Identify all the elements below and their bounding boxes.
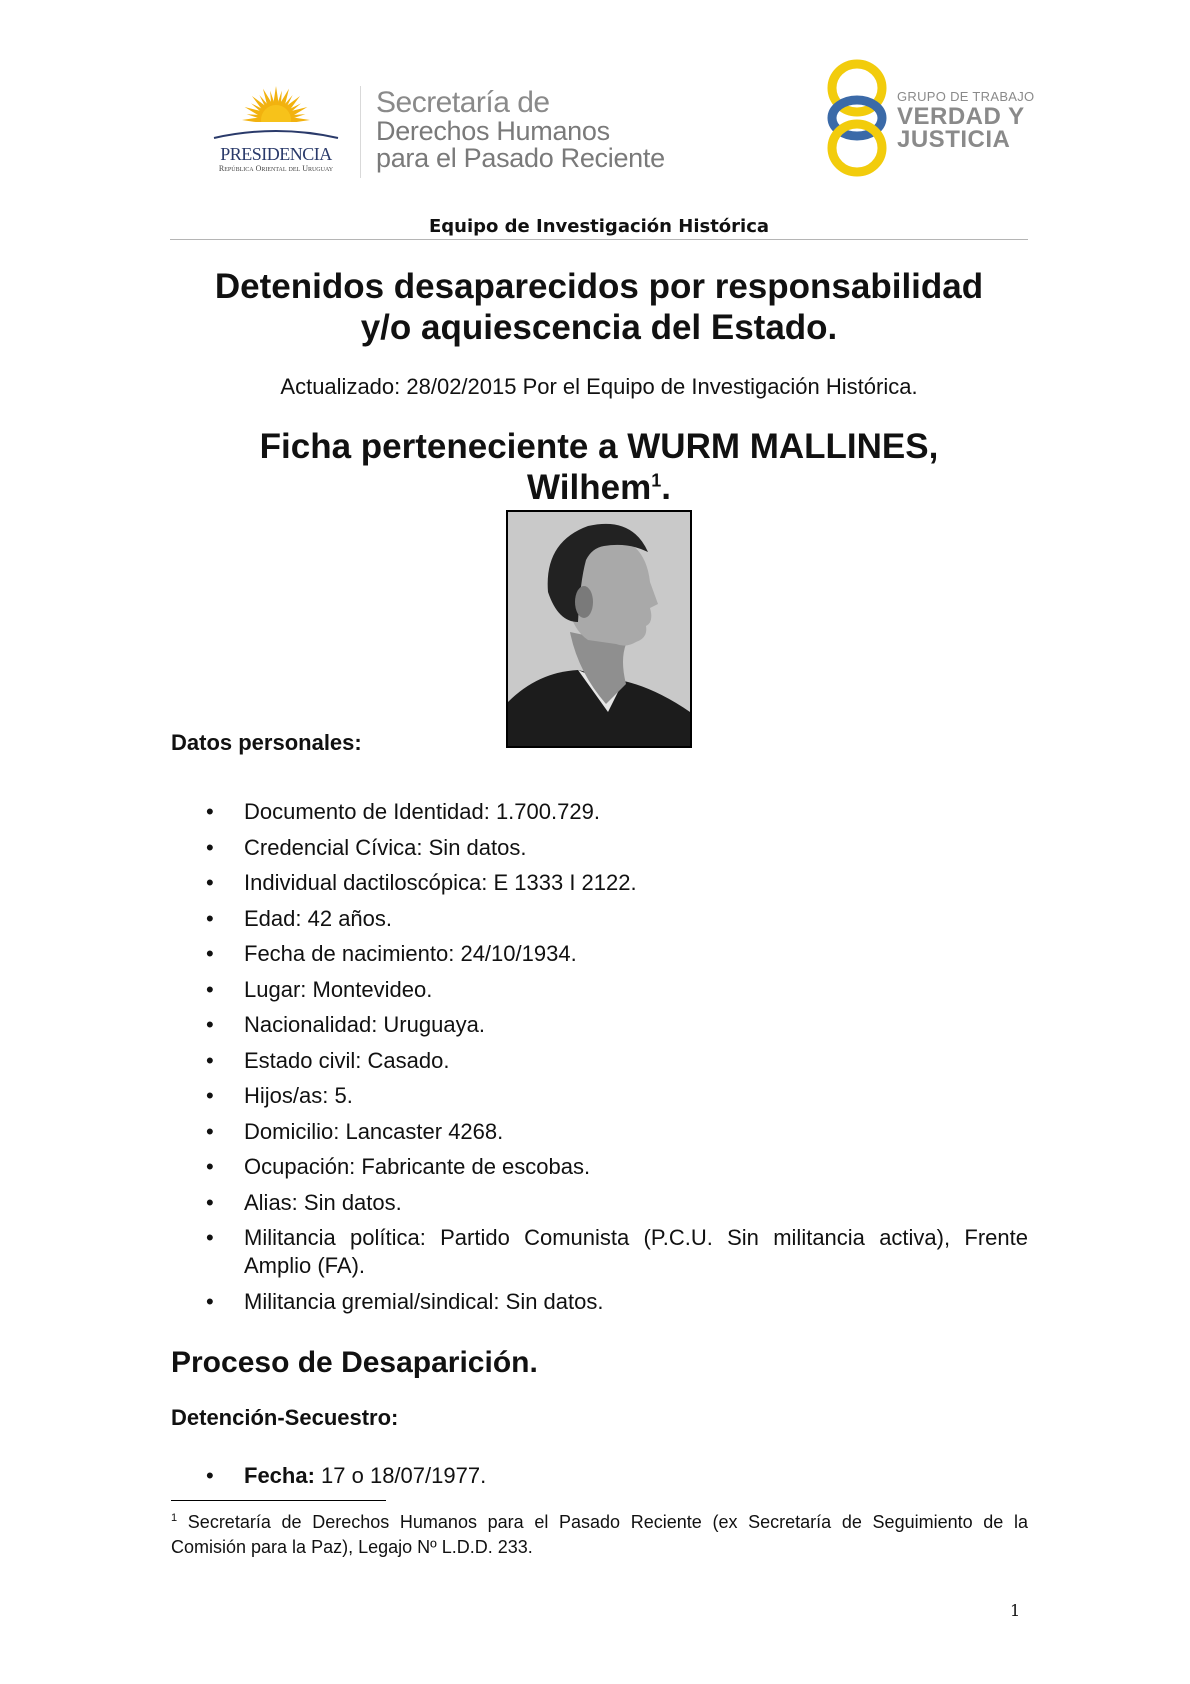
secretaria-logo-text xyxy=(376,88,665,172)
ficha-heading-line-1: Ficha perteneciente a WURM MALLINES, xyxy=(259,427,939,466)
gtvj-label-top: GRUPO DE TRABAJO xyxy=(897,89,1035,104)
ficha-period: . xyxy=(661,468,671,507)
list-item: • Lugar: Montevideo. xyxy=(206,976,1028,1004)
list-item: • Ocupación: Fabricante de escobas. xyxy=(206,1153,1028,1181)
list-item: • Fecha de nacimiento: 24/10/1934. xyxy=(206,940,1028,968)
list-item: • Alias: Sin datos. xyxy=(206,1189,1028,1217)
list-item: • Militancia gremial/sindical: Sin datos. xyxy=(206,1288,1028,1316)
footnote-text: Secretaría de Derechos Humanos para el Pasado Reciente (ex Secretaría de Seguimiento de la Comisión para la Paz), Legajo Nº L.D.D. 233. xyxy=(171,1512,1028,1557)
personal-data-list xyxy=(206,798,1028,1323)
footnote-rule xyxy=(171,1500,386,1501)
fecha-value: 17 o 18/07/1977. xyxy=(314,1463,487,1488)
document-title-line-1: Detenidos desaparecidos por responsabilidad xyxy=(214,267,984,306)
presidencia-wordmark: PRESIDENCIA xyxy=(220,144,332,164)
person-photo xyxy=(506,510,692,748)
list-item: • Nacionalidad: Uruguaya. xyxy=(206,1011,1028,1039)
document-title xyxy=(170,266,1028,348)
detention-heading: Detención-Secuestro: xyxy=(171,1405,399,1430)
gtvj-label-bottom: JUSTICIA xyxy=(897,126,1011,153)
ficha-heading xyxy=(170,426,1028,508)
presidencia-subtitle: República Oriental del Uruguay xyxy=(218,164,334,173)
footnote-ref[interactable]: 1 xyxy=(651,470,662,491)
footnote xyxy=(171,1506,1028,1560)
gtvj-label-mid: VERDAD Y xyxy=(897,103,1025,130)
header-rule xyxy=(170,239,1028,240)
list-item: • Domicilio: Lancaster 4268. xyxy=(206,1118,1028,1146)
list-item: • Individual dactiloscópica: E 1333 I 2122. xyxy=(206,869,1028,897)
list-item: • Estado civil: Casado. xyxy=(206,1047,1028,1075)
footnote-number: 1 xyxy=(171,1512,178,1524)
updated-line: Actualizado: 28/02/2015 Por el Equipo de Investigación Histórica. xyxy=(280,374,918,399)
personal-data-heading: Datos personales: xyxy=(171,730,362,755)
ficha-heading-line-2 xyxy=(170,467,1028,508)
profile-portrait-image xyxy=(508,512,690,746)
list-item xyxy=(206,1462,1028,1490)
ficha-person-name: Wilhem xyxy=(527,468,652,507)
secretaria-line-3: para el Pasado Reciente xyxy=(376,143,665,173)
list-item: • Edad: 42 años. xyxy=(206,905,1028,933)
list-item: • Hijos/as: 5. xyxy=(206,1082,1028,1110)
list-item: • Militancia política: Partido Comunista (P.C.U. Sin militancia activa), Frente Amplio (FA). xyxy=(206,1224,1028,1280)
detention-list xyxy=(206,1462,1028,1498)
document-title-line-2: y/o aquiescencia del Estado. xyxy=(360,308,838,347)
logo-divider xyxy=(360,86,361,178)
secretaria-line-1: Secretaría de xyxy=(376,86,550,119)
secretaria-line-2: Derechos Humanos xyxy=(376,116,610,146)
process-title: Proceso de Desaparición. xyxy=(171,1346,538,1379)
fecha-label: Fecha: xyxy=(244,1463,315,1488)
list-item: • Credencial Cívica: Sin datos. xyxy=(206,834,1028,862)
list-item: • Documento de Identidad: 1.700.729. xyxy=(206,798,1028,826)
header-team: Equipo de Investigación Histórica xyxy=(428,216,770,237)
page-number: 1 xyxy=(1010,1601,1021,1620)
